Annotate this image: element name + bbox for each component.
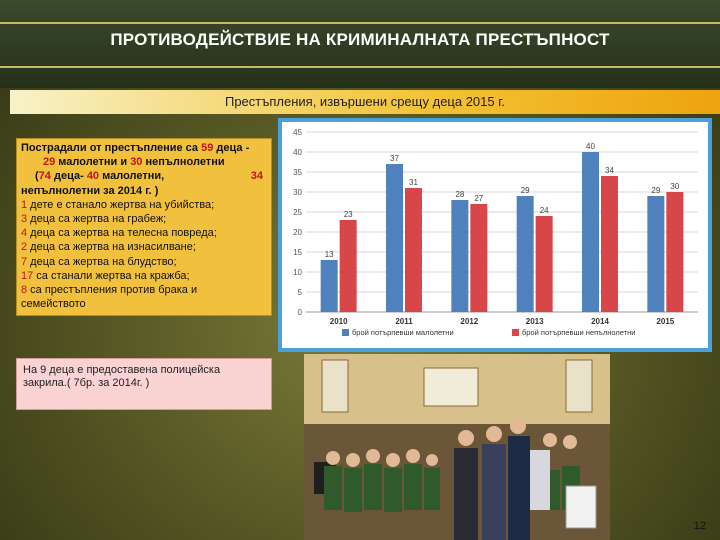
- bar: [451, 200, 468, 312]
- info-text: деца са жертва на телесна повреда;: [27, 227, 217, 240]
- data-label: 34: [605, 166, 614, 175]
- legend-label: брой потърпевши непълнолетни: [522, 328, 636, 337]
- subtitle: Престъпления, извършени срещу деца 2015 г.: [224, 94, 506, 109]
- bar: [340, 220, 357, 312]
- data-label: 27: [474, 194, 484, 203]
- title-divider-top: [0, 22, 720, 24]
- y-tick-label: 30: [293, 188, 302, 197]
- info-line-2: [21, 155, 267, 169]
- bar: [601, 176, 618, 312]
- bar: [647, 196, 664, 312]
- info-list-item: [21, 212, 267, 226]
- info-number: 4: [21, 227, 28, 240]
- info-number: 7: [21, 255, 28, 268]
- data-label: 31: [409, 178, 418, 187]
- info-text: малолетни,: [99, 170, 165, 183]
- info-number: 30: [130, 156, 143, 169]
- info-list-item: [21, 283, 267, 297]
- data-label: 13: [324, 250, 334, 259]
- info-line-3: [21, 169, 267, 183]
- info-line-4: непълнолетни за 2014 г. ): [21, 184, 159, 197]
- bar: [517, 196, 534, 312]
- event-photo: [304, 354, 610, 540]
- info-text: (: [35, 170, 39, 183]
- info-text: деца -: [213, 142, 250, 154]
- info-number: 59: [201, 142, 214, 154]
- info-last-line: семейството: [21, 298, 86, 311]
- title-bar: [0, 0, 720, 88]
- bar: [386, 164, 403, 312]
- x-tick-label: 2012: [460, 317, 479, 326]
- bar: [405, 188, 422, 312]
- data-label: 24: [539, 206, 549, 215]
- info-text: непълнолетни: [142, 156, 225, 169]
- event-photo-illustration: [304, 354, 610, 540]
- info-text: са станали жертва на кражба;: [33, 269, 190, 282]
- x-tick-label: 2011: [395, 317, 413, 326]
- info-number: 1: [21, 198, 28, 211]
- info-text: малолетни и: [55, 156, 131, 169]
- info-text: деца-: [50, 170, 87, 183]
- chart-container: [278, 118, 712, 352]
- info-list-item: [21, 240, 267, 254]
- info-number: 74: [38, 170, 51, 183]
- bar-chart: [282, 122, 708, 348]
- x-tick-label: 2010: [329, 317, 348, 326]
- data-label: 28: [455, 190, 465, 199]
- title-divider-bottom: [0, 66, 720, 68]
- legend-label: брой потърпевши малолетни: [352, 328, 454, 337]
- y-tick-label: 15: [293, 248, 302, 257]
- bar: [582, 152, 599, 312]
- info-list: [21, 198, 267, 297]
- info-text: деца са жертва на изнасилване;: [27, 241, 196, 254]
- info-text: деца са жертва на грабеж;: [27, 213, 167, 226]
- data-label: 40: [586, 142, 595, 151]
- info-number: 2: [21, 241, 28, 254]
- y-tick-label: 35: [293, 168, 302, 177]
- protection-note: На 9 деца е предоставена полицейска закрила.( 7бр. за 2014г. ): [16, 358, 272, 410]
- x-tick-label: 2013: [525, 317, 544, 326]
- bar: [536, 216, 553, 312]
- bar: [321, 260, 338, 312]
- y-tick-label: 25: [293, 208, 302, 217]
- info-number: 17: [21, 269, 34, 282]
- info-list-item: [21, 226, 267, 240]
- data-label: 29: [520, 186, 530, 195]
- info-number: 34: [250, 170, 263, 183]
- data-label: 30: [670, 182, 680, 191]
- victims-info-box: [16, 138, 272, 316]
- x-tick-label: 2014: [591, 317, 609, 326]
- info-text: Пострадали от престъпление са: [21, 142, 202, 154]
- info-number: 40: [86, 170, 100, 183]
- info-text: деца са жертва на блудство;: [27, 255, 177, 268]
- y-tick-label: 5: [297, 288, 302, 297]
- info-line-1: [21, 141, 267, 155]
- y-tick-label: 20: [293, 228, 302, 237]
- page-number: 12: [693, 520, 706, 532]
- info-number: 3: [21, 213, 28, 226]
- info-text: дете е станало жертва на убийства;: [27, 198, 215, 211]
- info-number: 8: [21, 284, 28, 297]
- info-text: са престъпления против брака и: [27, 284, 198, 297]
- data-label: 37: [390, 154, 399, 163]
- y-tick-label: 10: [293, 268, 302, 277]
- x-tick-label: 2015: [656, 317, 675, 326]
- y-tick-label: 0: [297, 308, 302, 317]
- page-title: ПРОТИВОДЕЙСТВИЕ НА КРИМИНАЛНАТА ПРЕСТЪПНОСТ: [110, 30, 610, 49]
- data-label: 29: [651, 186, 661, 195]
- y-tick-label: 45: [293, 128, 302, 137]
- info-list-item: [21, 198, 267, 212]
- bar: [666, 192, 683, 312]
- bar: [470, 204, 487, 312]
- info-list-item: [21, 269, 267, 283]
- y-tick-label: 40: [293, 148, 302, 157]
- info-list-item: [21, 255, 267, 269]
- legend-swatch: [512, 329, 519, 336]
- subtitle-bar: [10, 90, 720, 114]
- info-number: 29: [43, 156, 56, 169]
- legend-swatch: [342, 329, 349, 336]
- data-label: 23: [343, 210, 353, 219]
